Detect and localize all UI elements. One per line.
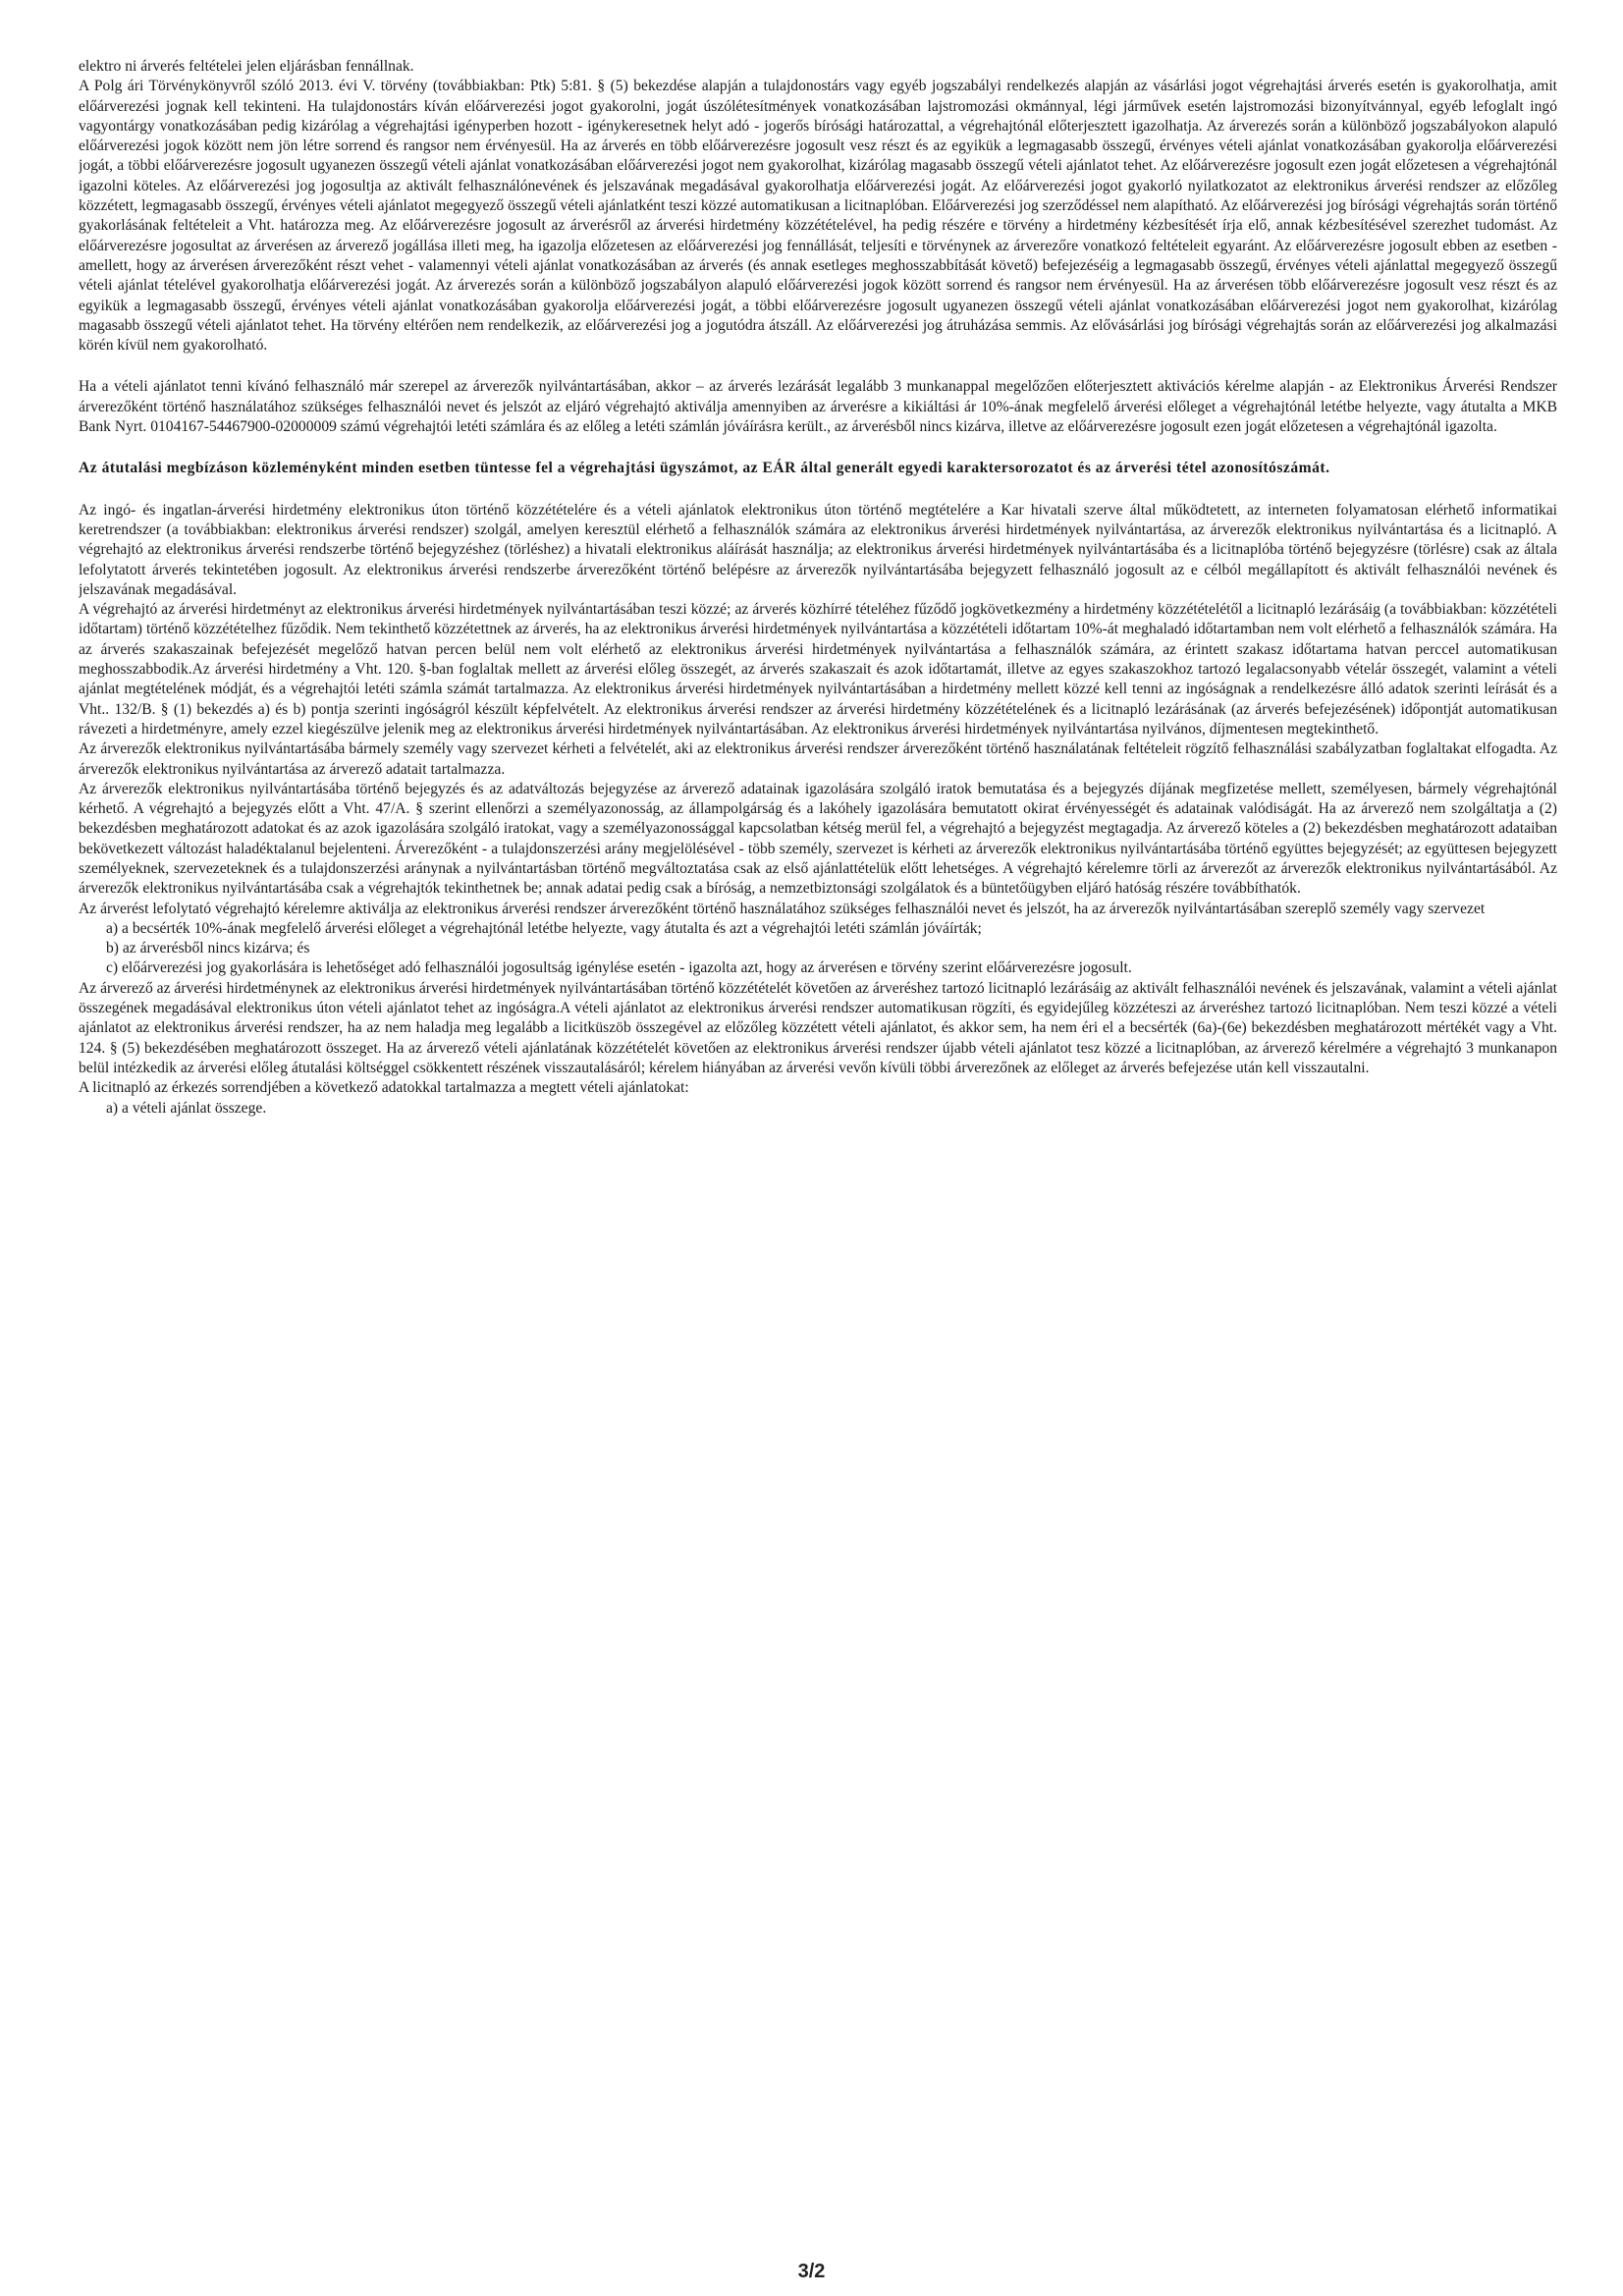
paragraph-bejegyzes: Az árverezők elektronikus nyilvántartásába történő bejegyzés és az adatváltozás bejegyzése az árverező adatainak igazolására szolgáló iratok bemutatása és a bejegyzés díjának megfizetése mellett, személyesen, bármely végrehajtónál kérhető. A végrehajtó a bejegyzés előtt a Vht. 47/A. § szerint ellenőrzi a személyazonosság, az állampolgárság és a lakóhely igazolására bemutatott okirat érvényességét és adatainak valódiságát. Ha az árverező nem szolgáltatja a (2) bekezdésben meghatározott adatokat és az azok igazolására szolgáló iratokat, vagy a személyazonossággal kapcsolatban kétség merül fel, a végrehajtó a bejegyzést megtagadja. Az árverező köteles a (2) bekezdésben meghatározott adataiban bekövetkezett változást haladéktalanul bejelenteni. Árverezőként - a tulajdonszerzési arány megjelölésével - több személy, szervezet is kérheti az árverezők elektronikus nyilvántartásába történő együttes bejegyzését; az együttesen bejegyzett személyeknek, szervezeteknek és a tulajdonszerzési aránynak a nyilvántartásban történő megváltoztatása csak az első ajánlattételük előtt lehetséges. A végrehajtó kérelemre törli az árverezőt az árverezők elektronikus nyilvántartásából. Az árverezők elektronikus nyilvántartásába csak a végrehajtók tekinthetnek be; annak adatai pedig csak a bíróság, a nemzetbiztonsági szolgálatok és a büntetőügyben eljáró hatóság részére továbbíthatók.	[79, 780, 1557, 898]
paragraph-elovasarlasi-jog: A Polg ári Törvénykönyvről szóló 2013. évi V. törvény (továbbiakban: Ptk) 5:81. § (5) bekezdése alapján a tulajdonostárs vagy egyéb jogszabályi rendelkezés alapján az vásárlási jogot végrehajtási árverés esetén is gyakorolhatja, amit előárverezési jognak kell tekinteni. Ha tulajdonostárs kíván előárverezési jogot gyakorolni, jogát úszólétesítmények vonatkozásában lajstromozási okmánnyal, légi járművek esetén lajstromozási bizonyítvánnyal, egyéb lefoglalt ingó vagyontárgy vonatkozásában pedig kizárólag a végrehajtási igényperben hozott - igénykeresetnek helyt adó - jogerős bírósági határozattal, a végrehajtónál előterjesztett igazolhatja. Az árverezés során a különböző jogszabályokon alapuló előárverezési jogok között nem jön létre sorrend és rangsor nem érvényesül. Ha az árverés en több előárverezésre jogosult vesz részt és az egyikük a legmagasabb összegű, érvényes vételi ajánlat vonatkozásában gyakorolja előárverezési jogát, a többi előárverezésre jogosult ugyanezen összegű vételi ajánlat vonatkozásában előárverezési jogot nem gyakorolhat, kizárólag magasabb összegű vételi ajánlatot tehet. Az előárverezésre jogosult ezen jogát előzetesen a végrehajtónál igazolni köteles. Az előárverezési jog jogosultja az aktivált felhasználónevének és jelszavának megadásával gyakorolhatja előárverezési jogát. Az előárverezési jogot gyakorló nyilatkozatot az elektronikus árverési rendszer az előzőleg közzétett, legmagasabb összegű, érvényes vételi ajánlatot megegyező összegű vételi ajánlatként teszi közzé automatikusan a licitnaplóban. Előárverezési jog szerződéssel nem alapítható. Az előárverezési jog bírósági végrehajtás során történő gyakorlásának feltételeit a Vht. határozza meg. Az előárverezésre jogosult az árverésről az árverési hirdetmény közzétételével, ha pedig részére e törvény a hirdetmény kézbesítését írja elő, annak kézbesítésével szerezhet tudomást. Az előárverezésre jogosultat az árverésen az árverező jogállása illeti meg, ha igazolja előzetesen az előárverezési jog fennállását, teljesíti e törvénynek az árverezőre vonatkozó feltételeit egyaránt. Az előárverezésre jogosult ebben az esetben - amellett, hogy az árverésen árverezőként részt vehet - valamennyi vételi ajánlat vonatkozásában az árverés (és annak esetleges meghosszabbítását követő) befejezéséig a legmagasabb összegű, érvényes vételi ajánlattal megegyező összegű vételi ajánlat tételével gyakorolhatja előárverezési jogát. Az árverezés során a különböző jogszabályon alapuló előárverezési jogok között sorrend és rangsor nem érvényesül. Ha az árverésen több előárverezésre jogosult vesz részt és az egyikük a legmagasabb összegű, érvényes vételi ajánlat vonatkozásában gyakorolja előárverezési jogát, a többi előárverezésre jogosult ugyanezen összegű vételi ajánlat vonatkozásában előárverezési jogot nem gyakorolhat, kizárólag magasabb összegű vételi ajánlatot tehet. Ha törvény eltérően nem rendelkezik, az előárverezési jog a jogutódra átszáll. Az előárverezési jog átruházása semmis. Az elővásárlási jog bírósági végrehajtás során az előárverezési jog alkalmazási körén kívül nem gyakorolható.	[79, 78, 1557, 355]
paragraph-arverezok-nyilvantartasa: Az árverezők elektronikus nyilvántartásába bármely személy vagy szervezet kérheti a felvételét, aki az elektronikus árverési rendszer árverezőként történő használatának feltételeit rögzítő felhasználási szabályzatban foglaltakat elfogadta. Az árverezők elektronikus nyilvántartása az árverező adatait tartalmazza.	[79, 740, 1557, 778]
list-item-licit-a: a) a vételi ajánlat összege.	[106, 1099, 267, 1117]
paragraph-veteli-ajanlat: Az árverező az árverési hirdetménynek az elektronikus árverési hirdetmények nyilvántartásában történő közzétételét követően az árveréshez tartozó licitnapló lezárásáig az aktivált felhasználói nevének és jelszavának, valamint a vételi ajánlat összegének megadásával elektronikus úton vételi ajánlatot tehet az ingóságra.A vételi ajánlatot az elektronikus árverési rendszer automatikusan rögzíti, és egyidejűleg közzéteszi az árveréshez tartozó licitnaplóban. Nem teszi közzé a vételi ajánlatot az elektronikus árverési rendszer, ha az nem haladja meg legalább a licitküszöb összegével az előzőleg közzétett vételi ajánlatot, és akkor sem, ha nem éri el a becsérték (6a)-(6e) bekezdésben meghatározott mértékét vagy a Vht. 124. § (5) bekezdésében meghatározott összeget. Ha az árverező vételi ajánlatának közzétételét követően az elektronikus árverési rendszer újabb vételi ajánlatot tesz közzé a licitnaplóban, az árverező kérelmére a végrehajtó 3 munkanapon belül intézkedik az árverési előleg átutalási költséggel csökkentett részének visszautalásáról; kérelem hiányában az árverési vevőn kívüli többi árverezőnek az előleget az árverés befejezése után kell visszautalni.	[79, 979, 1557, 1076]
list-item-a: a) a becsérték 10%-ának megfelelő árverési előleget a végrehajtónál letétbe helyezte, vagy átutalta és azt a végrehajtói letéti számlán jóváírták;	[106, 919, 982, 937]
paragraph-elektronikus-rendszer: Az ingó- és ingatlan-árverési hirdetmény elektronikus úton történő közzétételére és a vételi ajánlatok elektronikus úton történő megtételére a Kar hivatali szerve által működtetett, az interneten folyamatosan elérhető informatikai keretrendszer (a továbbiakban: elektronikus árverési rendszer) szolgál, amelyen keresztül elérhető a felhasználók számára az elektronikus árverési hirdetmények nyilvántartása, az árverezők elektronikus nyilvántartása és a licitnapló. A végrehajtó az elektronikus árverési rendszerbe történő bejegyzéshez (törléshez) a hivatali elektronikus aláírását használja; az elektronikus árverési hirdetmények nyilvántartásába és a licitnaplóba történő bejegyzésre (törlésre) csak az általa lefolytatott árverés tekintetében jogosult. Az elektronikus árverési rendszerbe árverezőként történő belépésre az árverezők nyilvántartásába bejegyzett felhasználó jogosult az e célból megállapított és aktivált felhasználói nevének és jelszavának megadásával.	[79, 501, 1557, 598]
list-item-c: c) előárverezési jog gyakorlására is lehetőséget adó felhasználói jogosultság igénylése esetén - igazolta azt, hogy az árverésen e törvény szerint előárverezésre jogosult.	[106, 959, 1132, 977]
paragraph-licitnaplo: A licitnapló az érkezés sorrendjében a következő adatokkal tartalmazza a megtett vételi ajánlatokat:	[79, 1079, 689, 1097]
paragraph-aktivalas-feltetelei: Az árverést lefolytató végrehajtó kérelemre aktiválja az elektronikus árverési rendszer árverezőként történő használatához szükséges felhasználói nevet és jelszót, ha az árverezők nyilvántartásában szereplő személy vagy szervezet	[79, 900, 1486, 917]
paragraph-hirdetmeny: A végrehajtó az árverési hirdetményt az elektronikus árverési hirdetmények nyilvántartásában teszi közzé; az árverés közhírré tételéhez fűződő jogkövetkezmény a hirdetmény közzétételétől a licitnapló lezárásáig (a továbbiakban: közzétételi időtartam) történő közzétételhez fűződik. Nem tekinthető közzétettnek az árverés, ha az elektronikus árverési hirdetmények nyilvántartása a közzétételi időtartam 10%-át meghaladó időtartamban nem volt elérhető a felhasználók számára. Ha az árverés szakaszainak befejezését megelőző hatvan percen belül nem volt elérhető az elektronikus árverési hirdetmények nyilvántartása a felhasználók számára, az érintett szakasz időtartama hatvan perccel automatikusan meghosszabbodik.Az árverési hirdetmény a Vht. 120. §-ban foglaltak mellett az árverési előleg összegét, az árverés szakaszait és azok időtartamát, illetve az egyes szakaszokhoz tartozó legalacsonyabb vételár összegét, valamint a vételi ajánlat megtételének módját, és a végrehajtói letéti számla számát tartalmazza. Az elektronikus árverési hirdetmények nyilvántartásában a hirdetmény mellett közzé kell tenni az ingóságnak a rendelkezésre álló adatok szerinti leírását és a Vht.. 132/B. § (1) bekezdés a) és b) pontja szerinti ingóságról készült képfelvételt. Az elektronikus árverési rendszer az árverési hirdetmény közzétételének és a licitnapló lezárásának (az árverés befejezésének) időpontját automatikusan rávezeti a hirdetményre, amely ezzel kiegészülve jelenik meg az elektronikus árverési hirdetmények nyilvántartásában. Az elektronikus árverési hirdetmények nyilvántartása nyilvános, díjmentesen megtekinthető.	[79, 601, 1557, 738]
paragraph-aktivalas: Ha a vételi ajánlatot tenni kívánó felhasználó már szerepel az árverezők nyilvántartásában, akkor – az árverés lezárását legalább 3 munkanappal megelőzően előterjesztett aktivációs kérelme alapján - az Elektronikus Árverési Rendszer árverezőként történő használatához szükséges felhasználói nevet és jelszót az eljáró végrehajtó aktiválja amennyiben az árverésre a kikiáltási ár 10%-ának megfelelő árverési előleget a végrehajtónál letétbe helyezte, vagy átutalta a MKB Bank Nyrt. 0104167-54467900-02000009 számú végrehajtói letéti számlára és az előleg a letéti számlán jóváírásra került., az árverésből nincs kizárva, illetve az előárverezésre jogosult ezen jogát előzetesen a végrehajtónál igazolta.	[79, 378, 1557, 436]
list-item-b: b) az árverésből nincs kizárva; és	[106, 940, 310, 957]
notice-atutalas: Az átutalási megbízáson közleményként minden esetben tüntesse fel a végrehajtási ügyszámot, az EÁR által generált egyedi karaktersorozatot és az árverési tétel azonosítószámát.	[79, 460, 1330, 477]
paragraph-intro: elektro ni árverés feltételei jelen eljárásban fennállnak.	[79, 58, 414, 75]
document-page	[79, 57, 1557, 2267]
page-number: 3/2	[797, 2261, 826, 2282]
